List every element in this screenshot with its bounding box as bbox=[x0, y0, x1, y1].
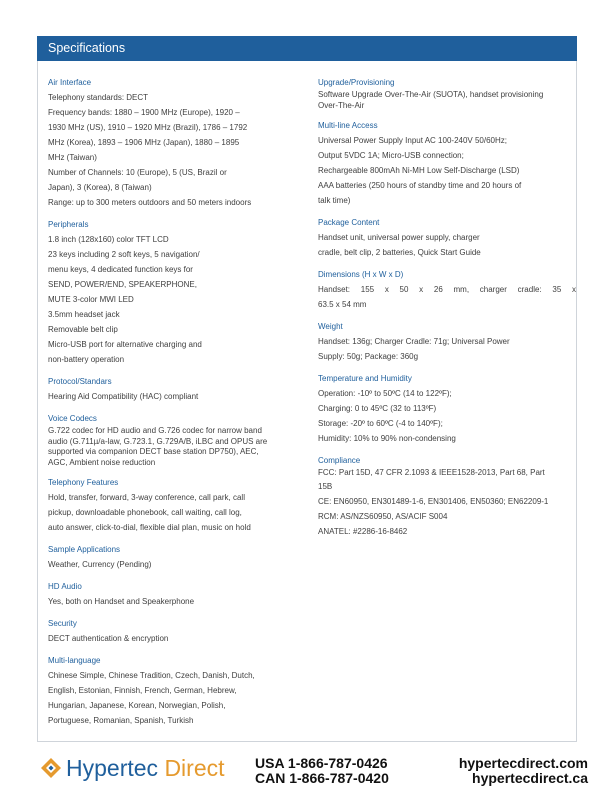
spec-section-title: Voice Codecs bbox=[48, 414, 97, 423]
spec-line: 15B bbox=[318, 481, 333, 491]
spec-line: Software Upgrade Over-The-Air (SUOTA), handset provisioning bbox=[318, 90, 544, 99]
spec-section-security bbox=[48, 618, 298, 646]
spec-line: RCM: AS/NZS60950, AS/ACIF S004 bbox=[318, 511, 448, 521]
phone-usa: USA 1-866-787-0426 bbox=[255, 755, 388, 771]
spec-line: Portuguese, Romanian, Spanish, Turkish bbox=[48, 716, 194, 725]
spec-section-package-content bbox=[318, 217, 576, 260]
spec-section-title: Dimensions (H x W x D) bbox=[318, 270, 404, 279]
logo-suffix-text: Direct bbox=[164, 755, 225, 781]
spec-section-title: Multi-language bbox=[48, 656, 101, 665]
spec-section-title: Temperature and Humidity bbox=[318, 374, 412, 383]
spec-line: 1.8 inch (128x160) color TFT LCD bbox=[48, 235, 169, 244]
spec-section-dimensions-h-x-w-x-d bbox=[318, 269, 576, 312]
spec-line: Weather, Currency (Pending) bbox=[48, 560, 152, 569]
spec-section-air-interface bbox=[48, 77, 298, 210]
spec-section-title: Package Content bbox=[318, 218, 380, 227]
phone-canada: CAN 1-866-787-0420 bbox=[255, 770, 389, 786]
spec-section-title: Multi-line Access bbox=[318, 121, 378, 130]
spec-line: Telephony standards: DECT bbox=[48, 93, 149, 102]
spec-line: pickup, downloadable phonebook, call waiting, call log, bbox=[48, 508, 242, 517]
spec-section-sample-applications bbox=[48, 544, 298, 572]
spec-line: Output 5VDC 1A; Micro-USB connection; bbox=[318, 151, 464, 160]
spec-line: talk time) bbox=[318, 196, 351, 205]
spec-section-title: Air Interface bbox=[48, 78, 92, 87]
spec-line: Removable belt clip bbox=[48, 325, 118, 334]
spec-section-title: Upgrade/Provisioning bbox=[318, 78, 395, 87]
spec-line: Frequency bands: 1880 – 1900 MHz (Europe), 1920 – bbox=[48, 108, 240, 117]
spec-line: CE: EN60950, EN301489-1-6, EN301406, EN50360; EN62209-1 bbox=[318, 496, 549, 506]
spec-section-telephony-features bbox=[48, 477, 298, 535]
spec-line: AGC, Ambient noise reduction bbox=[48, 457, 156, 467]
spec-line: 3.5mm headset jack bbox=[48, 310, 120, 319]
spec-line: Range: up to 300 meters outdoors and 50 meters indoors bbox=[48, 198, 252, 207]
spec-line: ANATEL: #2286-16-8462 bbox=[318, 526, 408, 536]
spec-line: Hungarian, Japanese, Korean, Norwegian, Polish, bbox=[48, 701, 226, 710]
spec-line: Handset unit, universal power supply, charger bbox=[318, 233, 480, 242]
website-com[interactable]: hypertecdirect.com bbox=[458, 755, 588, 771]
spec-line: Operation: -10º to 50ºC (14 to 122ºF); bbox=[318, 389, 452, 398]
spec-line: SEND, POWER/END, SPEAKERPHONE, bbox=[48, 280, 197, 289]
spec-line: DECT authentication & encryption bbox=[48, 634, 169, 643]
spec-section-upgrade-provisioning bbox=[318, 77, 576, 111]
spec-line: Handset: 155 x 50 x 26 mm, charger cradle: 35 x bbox=[318, 285, 576, 294]
spec-line: FCC: Part 15D, 47 CFR 2.1093 & IEEE1528-2013, Part 68, Part bbox=[318, 468, 545, 477]
spec-section-multi-language bbox=[48, 655, 298, 728]
spec-line: non-battery operation bbox=[48, 355, 125, 364]
spec-section-multi-line-access bbox=[318, 120, 576, 208]
spec-section-title: Peripherals bbox=[48, 220, 89, 229]
spec-line: auto answer, click-to-dial, flexible dial plan, music on hold bbox=[48, 523, 251, 532]
spec-line: Japan), 3 (Korea), 8 (Taiwan) bbox=[48, 183, 152, 192]
spec-line: Charging: 0 to 45ºC (32 to 113ºF) bbox=[318, 404, 437, 413]
spec-line: Humidity: 10% to 90% non-condensing bbox=[318, 434, 456, 443]
spec-line: menu keys, 4 dedicated function keys for bbox=[48, 265, 193, 274]
spec-section-title: Security bbox=[48, 619, 77, 628]
spec-line: MHz (Taiwan) bbox=[48, 153, 97, 162]
spec-line: Storage: -20º to 60ºC (-4 to 140ºF); bbox=[318, 419, 443, 428]
spec-section-title: Sample Applications bbox=[48, 545, 121, 554]
website-ca[interactable]: hypertecdirect.ca bbox=[472, 770, 588, 786]
spec-section-title: Weight bbox=[318, 322, 343, 331]
spec-line: 63.5 x 54 mm bbox=[318, 300, 367, 309]
spec-line: MHz (Korea), 1893 – 1906 MHz (Japan), 1880 – 1895 bbox=[48, 138, 240, 147]
spec-line: audio (G.711µ/a-law, G.723.1, G.729A/B, iLBC and OPUS are bbox=[48, 436, 268, 446]
spec-line: Yes, both on Handset and Speakerphone bbox=[48, 597, 195, 606]
spec-section-hd-audio bbox=[48, 581, 298, 609]
spec-section-temperature-and-humidity bbox=[318, 373, 576, 446]
left-column bbox=[48, 77, 298, 737]
spec-section-protocol-standars bbox=[48, 376, 298, 404]
spec-section-weight bbox=[318, 321, 576, 364]
spec-line: Supply: 50g; Package: 360g bbox=[318, 352, 419, 361]
spec-line: 23 keys including 2 soft keys, 5 navigation/ bbox=[48, 250, 200, 259]
spec-line: cradle, belt clip, 2 batteries, Quick Start Guide bbox=[318, 248, 481, 257]
spec-line: Chinese Simple, Chinese Tradition, Czech, Danish, Dutch, bbox=[48, 671, 255, 680]
spec-section-title: Telephony Features bbox=[48, 478, 119, 487]
spec-section-title: HD Audio bbox=[48, 582, 82, 591]
spec-line: Micro-USB port for alternative charging and bbox=[48, 340, 202, 349]
specifications-header bbox=[37, 36, 577, 61]
logo-brand-text: Hypertec bbox=[66, 755, 159, 781]
spec-line: Number of Channels: 10 (Europe), 5 (US, Brazil or bbox=[48, 168, 227, 177]
spec-line: MUTE 3-color MWI LED bbox=[48, 295, 134, 304]
spec-line: 1930 MHz (US), 1910 – 1920 MHz (Brazil), 1786 – 1792 bbox=[48, 123, 248, 132]
spec-line: Universal Power Supply Input AC 100-240V 50/60Hz; bbox=[318, 136, 507, 145]
spec-line: Handset: 136g; Charger Cradle: 71g; Universal Power bbox=[318, 337, 510, 346]
spec-section-voice-codecs bbox=[48, 413, 298, 468]
spec-line: AAA batteries (250 hours of standby time and 20 hours of bbox=[318, 181, 522, 190]
diamond-icon bbox=[40, 757, 62, 779]
spec-line: G.722 codec for HD audio and G.726 codec for narrow band bbox=[48, 426, 262, 435]
spec-section-peripherals bbox=[48, 219, 298, 367]
spec-line: Over-The-Air bbox=[318, 100, 365, 110]
right-column bbox=[318, 77, 576, 548]
spec-line: supported via companion DECT base station DP750), AEC, bbox=[48, 447, 259, 456]
spec-section-title: Compliance bbox=[318, 456, 361, 465]
spec-line: Rechargeable 800mAh Ni-MH Low Self-Discharge (LSD) bbox=[318, 166, 520, 175]
spec-line: Hearing Aid Compatibility (HAC) compliant bbox=[48, 392, 199, 401]
spec-section-compliance bbox=[318, 455, 576, 539]
specifications-title: Specifications bbox=[48, 41, 126, 55]
spec-line: Hold, transfer, forward, 3-way conference, call park, call bbox=[48, 493, 245, 502]
spec-line: English, Estonian, Finnish, French, German, Hebrew, bbox=[48, 686, 237, 695]
spec-section-title: Protocol/Standars bbox=[48, 377, 112, 386]
